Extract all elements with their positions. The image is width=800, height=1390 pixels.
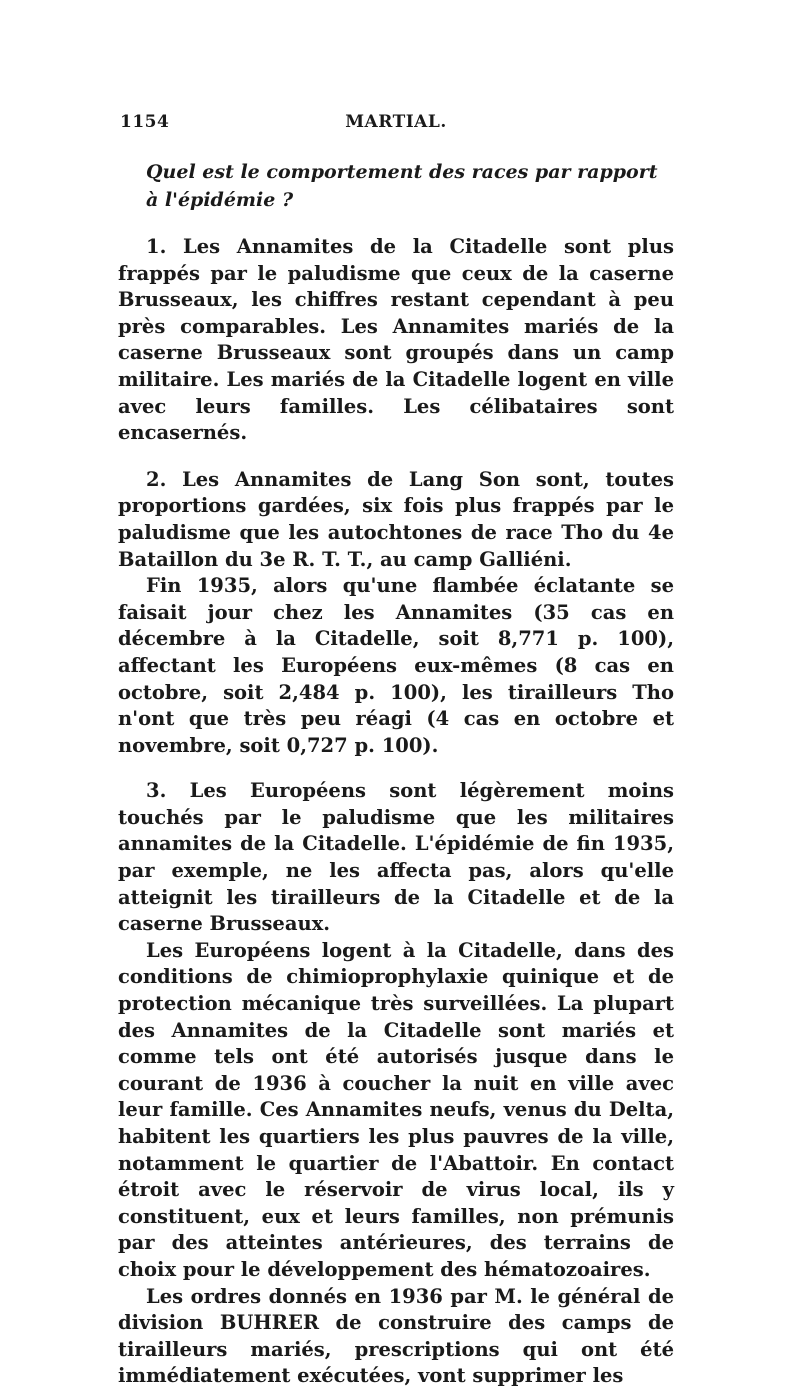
paragraph-fin-1935: Fin 1935, alors qu'une flambée éclatante se faisait jour chez les Annamites (35 cas en décembre à la Citadelle, soit 8,771 p. 100), affectant les Européens eux-mêmes (8 cas en octobre, soit 2,484 p. 100), les tirailleurs Tho n'ont que très peu réagi (4 cas en octobre et novembre, soit 0,727 p. 100).	[118, 574, 674, 757]
running-head	[118, 112, 674, 142]
paragraph-3-europeens: 3. Les Européens sont légèrement moins touchés par le paludisme que les militaires annamites de la Citadelle. L'épidémie de fin 1935, par exemple, ne les affecta pas, alors qu'elle atteignit les tirailleurs de la Citadelle et de la caserne Brusseaux.	[118, 779, 674, 936]
running-title: MARTIAL.	[345, 112, 447, 132]
document-page	[118, 112, 674, 1390]
paragraph-europeens-logent: Les Européens logent à la Citadelle, dans des conditions de chimioprophylaxie quinique et de protection mécanique très surveillées. La plupart des Annamites de la Citadelle sont mariés et comme tels ont été autorisés jusque dans le courant de 1936 à coucher la nuit en ville avec leur famille. Ces Annamites neufs, venus du Delta, habitent les quartiers les plus pauvres de la ville, notamment le quartier de l'Abattoir. En contact étroit avec le réservoir de virus local, ils y constituent, eux et leurs familles, non prémunis par des atteintes antérieures, des terrains de choix pour le développement des hématozoaires.	[118, 938, 674, 1281]
paragraph-ordres-1936: Les ordres donnés en 1936 par M. le général de division BUHRER de construire des camps de tirailleurs mariés, prescriptions qui ont été immédiatement exécutées, vont supprimer les	[118, 1284, 674, 1388]
paragraph-1-annamites-citadelle: 1. Les Annamites de la Citadelle sont plus frappés par le paludisme que ceux de la caserne Brusseaux, les chiffres restant cependant à peu près comparables. Les Annamites mariés de la caserne Brusseaux sont groupés dans un camp militaire. Les mariés de la Citadelle logent en ville avec leurs familles. Les célibataires sont encasernés.	[118, 235, 674, 445]
section-question: Quel est le comportement des races par rapport à l'épidémie ?	[146, 161, 658, 211]
paragraph-2-lang-son: 2. Les Annamites de Lang Son sont, toutes proportions gardées, six fois plus frappés par le paludisme que les autochtones de race Tho du 4e Bataillon du 3e R. T. T., au camp Galliéni.	[118, 467, 674, 571]
page-number: 1154	[120, 112, 170, 132]
